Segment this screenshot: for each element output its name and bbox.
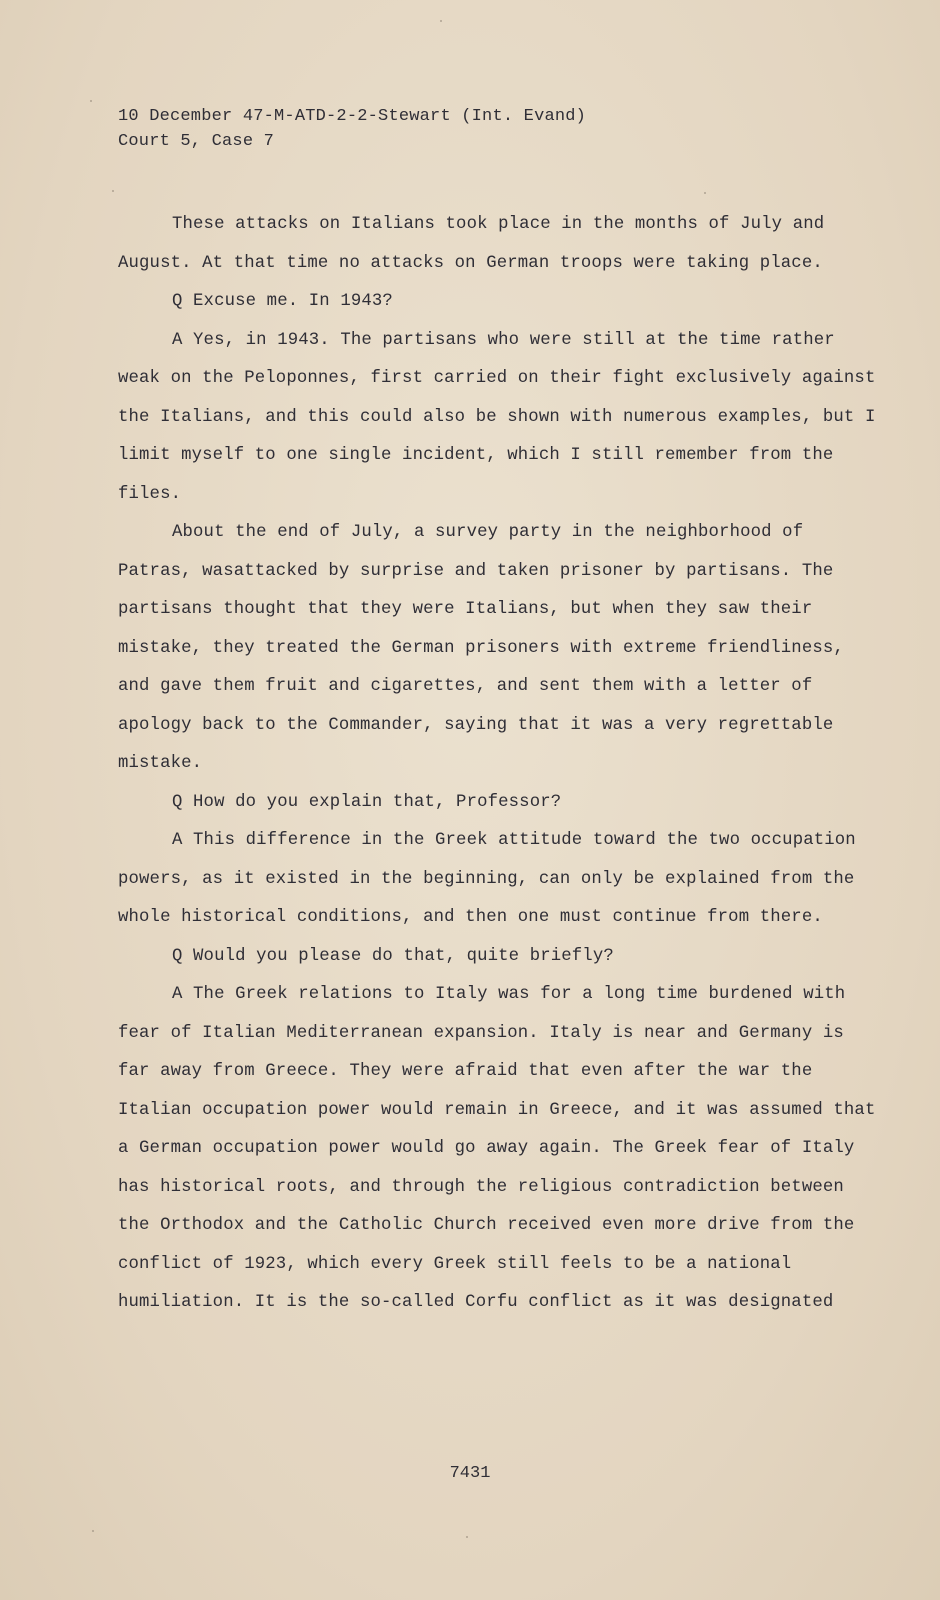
paragraph-narrative: These attacks on Italians took place in the months of July and August. At that time no attacks on German troops were taking place. bbox=[118, 215, 825, 273]
paragraph-question: Q Excuse me. In 1943? bbox=[172, 292, 393, 311]
paragraph-question: Q Would you please do that, quite briefly? bbox=[172, 946, 614, 966]
paragraph-answer: A Yes, in 1943. The partisans who were still at the time rather weak on the Peloponnes, first carried on their fight exclusively against the Italians, and this could also be shown with numerous examples, but I limit myself to one single incident, which I still remember from the files. bbox=[118, 330, 876, 504]
paper-speck bbox=[92, 1530, 94, 1532]
transcript-body bbox=[118, 206, 878, 1323]
paper-speck bbox=[466, 1536, 468, 1538]
page-number: 7431 bbox=[449, 1464, 491, 1483]
header-line-date-reference: 10 December 47-M-ATD-2-2-Stewart (Int. Evand) bbox=[118, 107, 587, 126]
paper-speck bbox=[440, 20, 442, 22]
paper-speck bbox=[112, 190, 114, 192]
document-header bbox=[118, 104, 586, 154]
header-line-court-case: Court 5, Case 7 bbox=[118, 132, 275, 151]
paper-speck bbox=[90, 100, 92, 102]
paper-speck bbox=[704, 192, 706, 194]
paragraph-question: Q How do you explain that, Professor? bbox=[172, 792, 562, 812]
paragraph-answer: A The Greek relations to Italy was for a long time burdened with fear of Italian Mediterranean expansion. Italy is near and Germany is far away from Greece. They were afraid that even after the war the Italian occupation power would remain in Greece, and it was assumed that a German occupation power would go away again. The Greek fear of Italy has historical roots, and through the religious contradiction between the Orthodox and the Catholic Church received even more drive from the conflict of 1923, which every Greek still feels to be a national humiliation. It is the so-called Corfu conflict as it was designated bbox=[118, 985, 876, 1312]
paragraph-narrative: About the end of July, a survey party in the neighborhood of Patras, wasattacked by surprise and taken prisoner by partisans. The partisans thought that they were Italians, but when they saw their mistake, they treated the German prisoners with extreme friendliness, and gave them fruit and cigarettes, and sent them with a letter of apology back to the Commander, saying that it was a very regrettable mistake. bbox=[118, 523, 844, 773]
paragraph-answer: A This difference in the Greek attitude toward the two occupation powers, as it existed in the beginning, can only be explained from the whole historical conditions, and then one must continue from there. bbox=[118, 831, 856, 927]
